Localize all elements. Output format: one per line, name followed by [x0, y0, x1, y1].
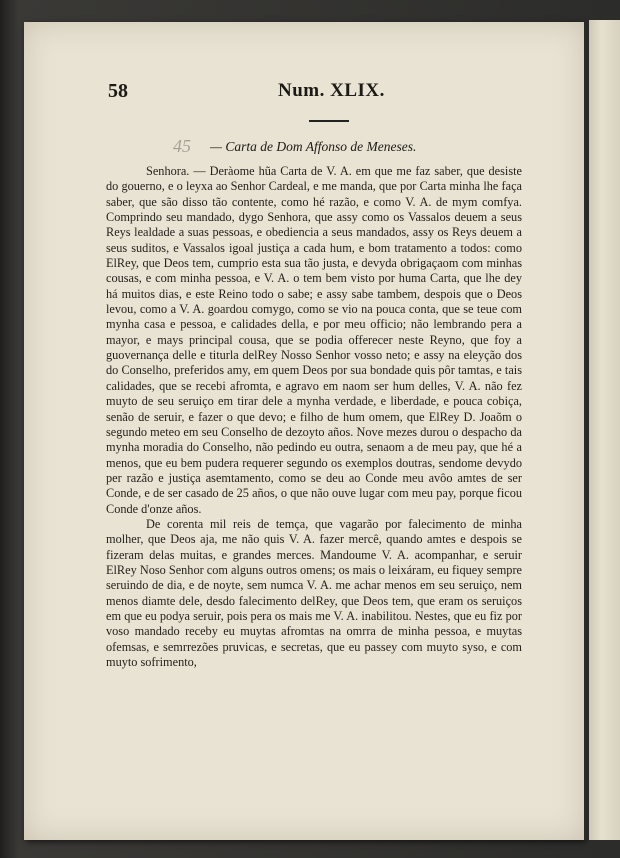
heading-rule [309, 120, 349, 122]
letter-title: — Carta de Dom Affonso de Meneses. [210, 139, 417, 154]
document-number-heading: Num. XLIX. [278, 80, 385, 101]
page-number: 58 [108, 80, 128, 102]
pencil-annotation: 45 [173, 136, 191, 156]
paragraph: De corenta mil reis de temça, que vagarão por falecimento de minha molher, que Deos aja, me não quis V. A. fazer mercê, quando amtes e despois se fizeram delas muitas, e grandes merces. Mandoume V. A. acompanhar, e seruir ElRey Noso Senhor com alguns outros omens; os mais o leixáram, eu fiquey sempre seruindo de dia, e de noyte, sem numca V. A. me achar menos em seu seruiço, nem menos diamte dele, desdo falecimento delRey, que Deos tem, que eram os seruiços em que eu podya seruir, pois pera os mais me V. A. inabilitou. Nestes, que eu fiz por voso mandado receby eu muytas afromtas na omrra de minha pessoa, e muytas ofemsas, e semrrezões pruvicas, e secretas, que eu passey com muyto syso, e com muyto sofrimento, [106, 516, 522, 669]
next-page-edge [589, 20, 620, 840]
paragraph: Senhora. — Deràome hũa Carta de V. A. em que me faz saber, que desiste do gouerno, e o leyxa ao Senhor Cardeal, e me manda, que por Carta minha lhe faça saber, que são disso tão contente, como hé razão, e como V. A. de mym comfya. Comprindo seu mandado, dygo Senhora, que assy como os Vassalos deuem a seus Reys lealdade a suas pessoas, e obediencia a seus mandados, assy os Reys deuem a seus suditos, e Vassalos igoal justiça a cada hum, e bom tratamento a todos: como ElRey, que Deos tem, cumprio esta sua tão justa, e devyda obrigaçaom com minhas cousas, e com minha pessoa, e V. A. o tem bem visto por huma Carta, que lhe dey há muitos dias, e este Reino todo o sabe; e assy sabe tambem, despois que o Deos levou, como a V. A. goardou comygo, como se vio na pouca conta, que se teue com mynha casa e pessoa, e calidades della, e por meu officio; não lembrando pera a mayor, e mays principal cousa, que se podia offerecer neste Reyno, que foy a guovernança delle e titurla delRey Nosso Senhor vosso neto; e assy na eleyção dos do Conselho, preferidos amy, em quem Deos por sua bondade quis pôr tamtas, e tais calidades, que se recebi afromta, e agravo em naom ser hum delles, V. A. não fez muyto de seu seruiço em tirar dele a mynha verdade, e liberdade, e pouca cobiça, senão de seruir, e fazer o que devo; e filho de hum omem, que ElRey D. Joaõm o segundo meteo em seu Conselho de dezoyto años. Nove mezes durou o despacho da mynha moradia do Conselho, não pedindo eu outra, senaom a de meu pay, que hé a menos, que eu bem pudera requerer segundo os exemplos doutras, sendome devydo per razão e justiça asemtamento, como se deu ao Conde meu avôo amtes de ser Conde, e de ser casado de 25 años, o que não ouve lugar com meu pay, porque ficou Conde d'onze años. [106, 164, 522, 516]
letter-body [106, 164, 522, 670]
